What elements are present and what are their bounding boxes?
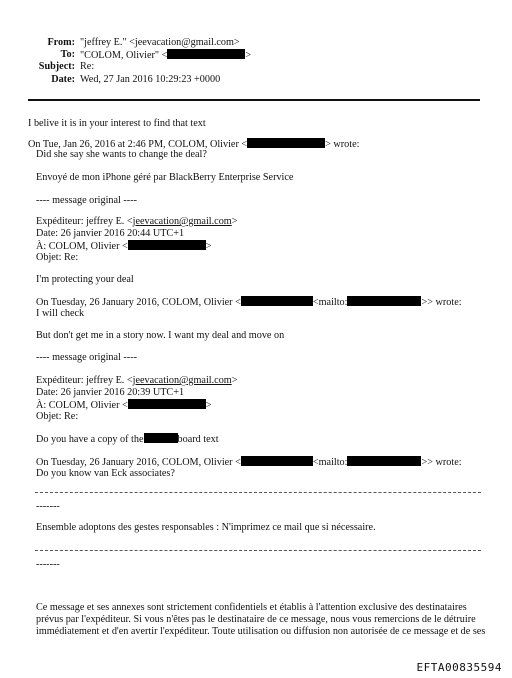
document-id: EFTA00835594: [416, 661, 502, 674]
quote-change-deal: Did she say she wants to change the deal?: [36, 149, 207, 160]
redaction-box: [167, 49, 245, 59]
subject-label: Subject:: [38, 61, 75, 72]
will-check-line: I will check: [36, 308, 85, 319]
sent-from-line: Envoyé de mon iPhone géré par BlackBerry Enterprise Service: [36, 172, 294, 183]
date-line-1: Date: 26 janvier 2016 20:44 UTC+1: [36, 228, 185, 239]
sender-line-1: [36, 216, 237, 228]
body-line-1: I belive it is in your interest to find that text: [28, 118, 206, 129]
from-label: From:: [47, 37, 75, 48]
reply-header-2-suffix: >> wrote:: [421, 297, 462, 308]
redaction-box: [128, 240, 206, 250]
subject-value: Re:: [80, 61, 95, 72]
reply-header-3-mailto: <mailto:: [312, 457, 348, 468]
sender-line-2: [36, 375, 237, 387]
redaction-box: [128, 399, 206, 409]
subject-line-1: Objet: Re:: [36, 252, 79, 263]
to-value: [80, 49, 251, 61]
disclaimer-line-1: Ce message et ses annexes sont strictement confidentiels et établis à l'attention exclusive des destinataires: [36, 602, 467, 613]
redaction-box: [241, 456, 313, 466]
copy-question-line: [36, 433, 219, 446]
dashed-divider: [35, 550, 481, 551]
to-line-2-suffix: >: [205, 400, 212, 411]
reply-header-1-suffix: > wrote:: [325, 139, 360, 150]
subject-line-2: Objet: Re:: [36, 411, 79, 422]
to-line-1-prefix: À: COLOM, Olivier <: [36, 241, 128, 252]
date-value: Wed, 27 Jan 2016 10:29:23 +0000: [80, 74, 221, 85]
to-value-prefix: "COLOM, Olivier" <: [80, 50, 168, 61]
reply-header-2: [36, 296, 462, 309]
redaction-box: [144, 433, 178, 443]
to-line-2-prefix: À: COLOM, Olivier <: [36, 400, 128, 411]
original-message-separator: ---- message original ----: [36, 352, 137, 363]
reply-header-2-prefix: On Tuesday, 26 January 2016, COLOM, Olivier <: [36, 297, 241, 308]
redaction-box: [247, 138, 325, 148]
dashed-divider: [35, 492, 481, 493]
redaction-box: [347, 296, 421, 306]
dont-get-me-line: But don't get me in a story now. I want my deal and move on: [36, 330, 285, 341]
reply-header-3-suffix: >> wrote:: [421, 457, 462, 468]
protecting-line: I'm protecting your deal: [36, 274, 134, 285]
copy-question-suffix: board text: [177, 434, 219, 445]
to-value-suffix: >: [245, 50, 252, 61]
ensemble-line: Ensemble adoptons des gestes responsables : N'imprimez ce mail que si nécessaire.: [36, 522, 376, 533]
date-label: Date:: [51, 74, 75, 85]
original-message-separator: ---- message original ----: [36, 195, 137, 206]
header-divider: [28, 99, 480, 101]
disclaimer-line-2: prévus par l'expéditeur. Si vous n'êtes pas le destinataire de ce message, nous vous remercions de le détruire: [36, 614, 476, 625]
reply-header-3-prefix: On Tuesday, 26 January 2016, COLOM, Olivier <: [36, 457, 241, 468]
disclaimer-line-3: immédiatement et d'en avertir l'expéditeur. Toute utilisation ou diffusion non autorisée de ce message et de ses: [36, 626, 486, 637]
copy-question-prefix: Do you have a copy of the: [36, 434, 144, 445]
redaction-box: [347, 456, 421, 466]
redaction-box: [241, 296, 313, 306]
to-line-1-suffix: >: [205, 241, 212, 252]
sender-line-1-suffix: >: [231, 216, 238, 227]
from-value: "jeffrey E." <jeevacation@gmail.com>: [80, 37, 240, 48]
reply-header-2-mailto: <mailto:: [312, 297, 348, 308]
sender-line-1-prefix: Expéditeur: jeffrey E. <: [36, 216, 133, 227]
short-dashes-1: -------: [36, 501, 60, 512]
sender-email-link-1[interactable]: jeevacation@gmail.com: [132, 216, 232, 227]
van-eck-line: Do you know van Eck associates?: [36, 468, 175, 479]
sender-line-2-prefix: Expéditeur: jeffrey E. <: [36, 375, 133, 386]
date-line-2: Date: 26 janvier 2016 20:39 UTC+1: [36, 387, 185, 398]
reply-header-1-prefix: On Tue, Jan 26, 2016 at 2:46 PM, COLOM, Olivier <: [28, 139, 248, 150]
to-label: To:: [60, 49, 75, 60]
sender-line-2-suffix: >: [231, 375, 238, 386]
short-dashes-2: -------: [36, 559, 60, 570]
sender-email-link-2[interactable]: jeevacation@gmail.com: [132, 375, 232, 386]
